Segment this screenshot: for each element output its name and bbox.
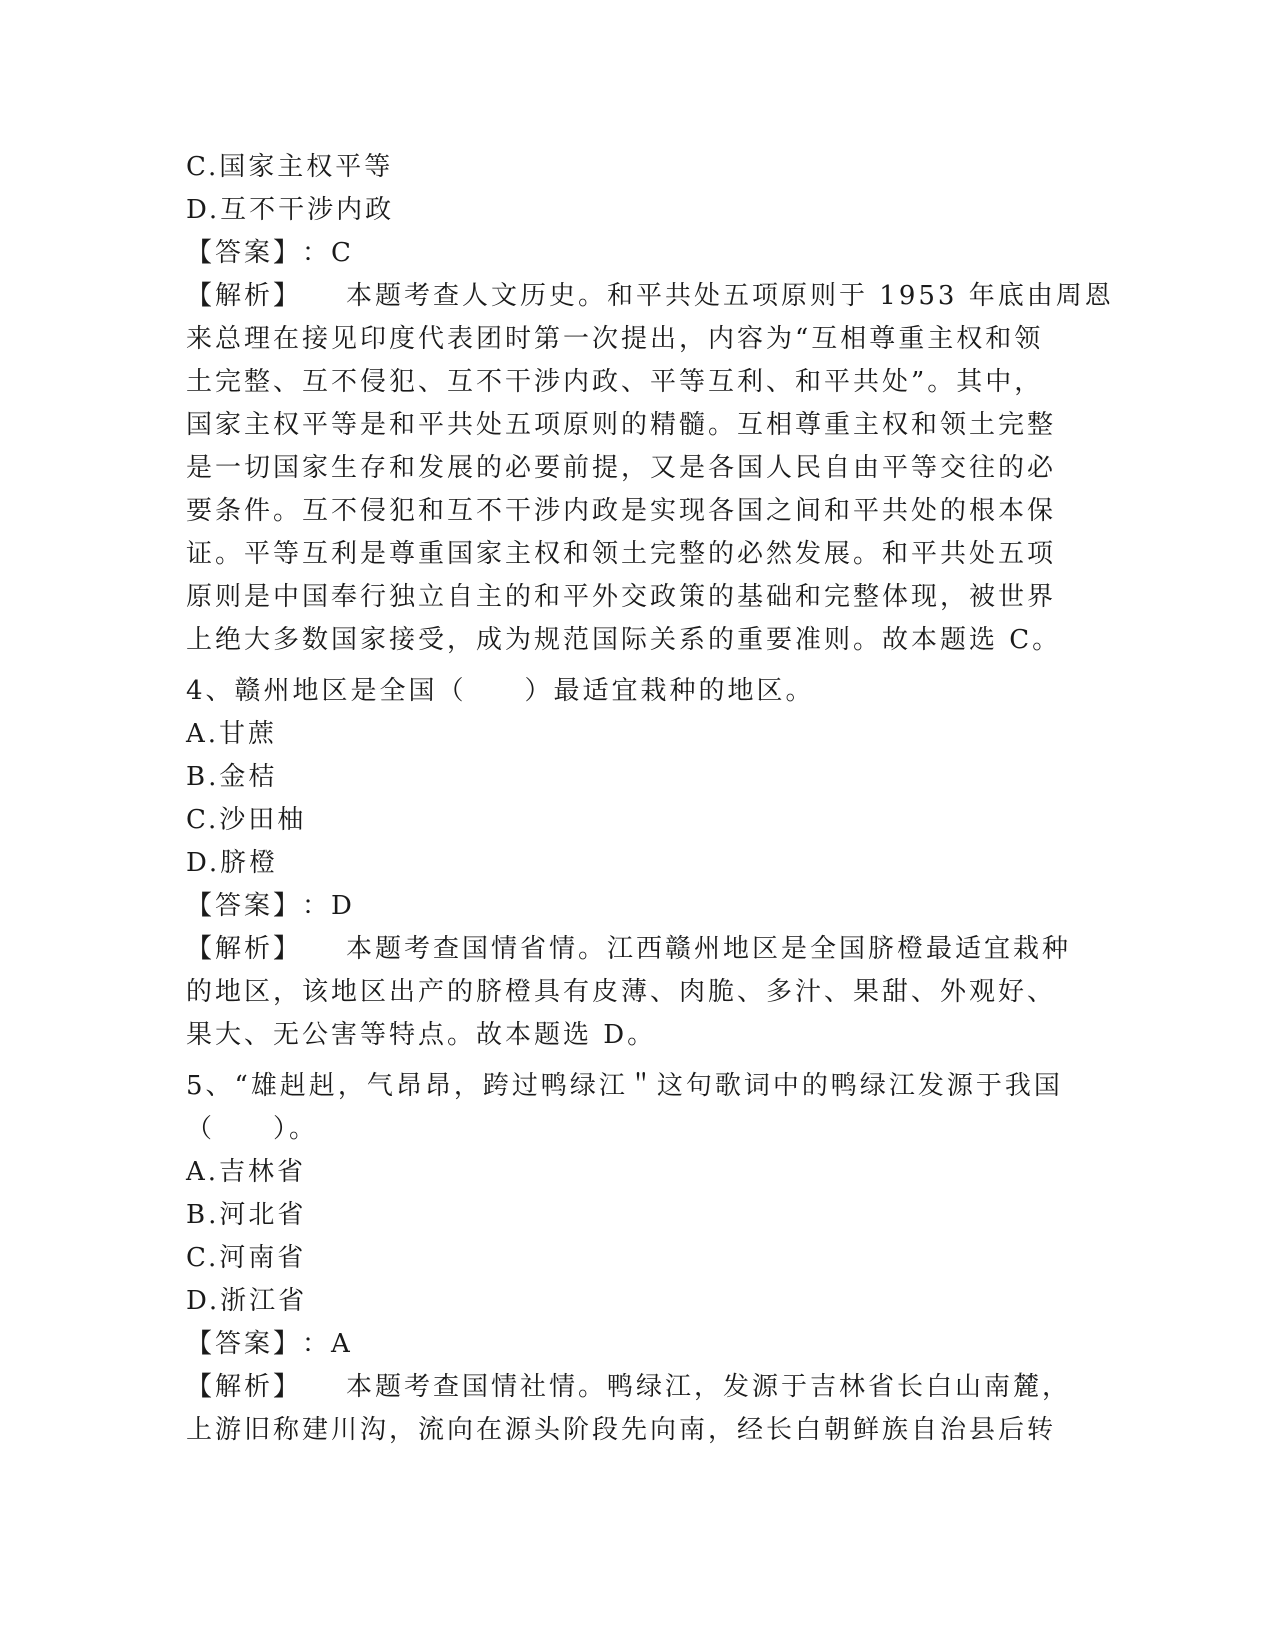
q5-option-b: B.河北省 (186, 1200, 307, 1230)
q5-answer (186, 1323, 1086, 1366)
q3-analysis-line: 是一切国家生存和发展的必要前提，又是各国人民自由平等交往的必 (186, 453, 1057, 483)
q5-answer-value: ：A (302, 1329, 353, 1359)
q5-question: 5、“雄赳赳，气昂昂，跨过鸭绿江＂这句歌词中的鸭绿江发源于我国 (186, 1071, 1063, 1101)
q3-option-c: C.国家主权平等 (186, 152, 394, 182)
q4-question: 4、赣州地区是全国（ ）最适宜栽种的地区。 (186, 676, 815, 706)
q3-analysis-label: 【解析】 (186, 281, 303, 311)
document-page (186, 146, 1114, 1452)
q5-question: （ ）。 (186, 1114, 319, 1144)
q4-option-c: C.沙田柚 (186, 805, 307, 835)
q3-analysis-line (186, 275, 1114, 318)
q4-analysis-line: 的地区，该地区出产的脐橙具有皮薄、肉脆、多汁、果甜、外观好、 (186, 977, 1057, 1007)
question-3-block (186, 146, 1114, 662)
q3-answer-value: ：C (302, 238, 354, 268)
q5-option-a: A.吉林省 (186, 1157, 307, 1187)
q5-analysis-text: 本题考查国情社情。鸭绿江，发源于吉林省长白山南麓， (346, 1372, 1072, 1402)
q4-option-d: D.脐橙 (186, 848, 279, 878)
question-5-block (186, 1065, 1086, 1452)
q5-option-c: C.河南省 (186, 1243, 307, 1273)
q5-analysis-line (186, 1366, 1086, 1409)
q4-analysis-label: 【解析】 (186, 934, 303, 964)
q4-analysis-line (186, 928, 1086, 971)
q4-answer-value: ：D (302, 891, 355, 921)
q3-analysis-text: 本题考查人文历史。和平共处五项原则于 1953 年底由周恩 (346, 281, 1114, 311)
q3-analysis-line: 证。平等互利是尊重国家主权和领土完整的必然发展。和平共处五项 (186, 539, 1057, 569)
question-4-block (186, 670, 1086, 1057)
q3-option-d: D.互不干涉内政 (186, 195, 395, 225)
q3-analysis-line: 上绝大多数国家接受，成为规范国际关系的重要准则。故本题选 C。 (186, 625, 1062, 655)
q4-analysis-text: 本题考查国情省情。江西赣州地区是全国脐橙最适宜栽种 (346, 934, 1072, 964)
q3-analysis-line: 要条件。互不侵犯和互不干涉内政是实现各国之间和平共处的根本保 (186, 496, 1057, 526)
q4-option-b: B.金桔 (186, 762, 278, 792)
q5-answer-label: 【答案】 (186, 1329, 303, 1359)
q3-answer-label: 【答案】 (186, 238, 303, 268)
q4-analysis-line: 果大、无公害等特点。故本题选 D。 (186, 1020, 657, 1050)
q3-analysis-line: 土完整、互不侵犯、互不干涉内政、平等互利、和平共处”。其中， (186, 367, 1044, 397)
q3-answer (186, 232, 1086, 275)
q4-answer (186, 885, 1086, 928)
q3-analysis-line: 原则是中国奉行独立自主的和平外交政策的基础和完整体现，被世界 (186, 582, 1057, 612)
q3-analysis-line: 国家主权平等是和平共处五项原则的精髓。互相尊重主权和领土完整 (186, 410, 1057, 440)
q3-analysis-line: 来总理在接见印度代表团时第一次提出，内容为“互相尊重主权和领 (186, 324, 1044, 354)
q4-answer-label: 【答案】 (186, 891, 303, 921)
q4-option-a: A.甘蔗 (186, 719, 278, 749)
q5-analysis-line: 上游旧称建川沟，流向在源头阶段先向南，经长白朝鲜族自治县后转 (186, 1415, 1057, 1445)
q5-analysis-label: 【解析】 (186, 1372, 303, 1402)
q5-option-d: D.浙江省 (186, 1286, 308, 1316)
